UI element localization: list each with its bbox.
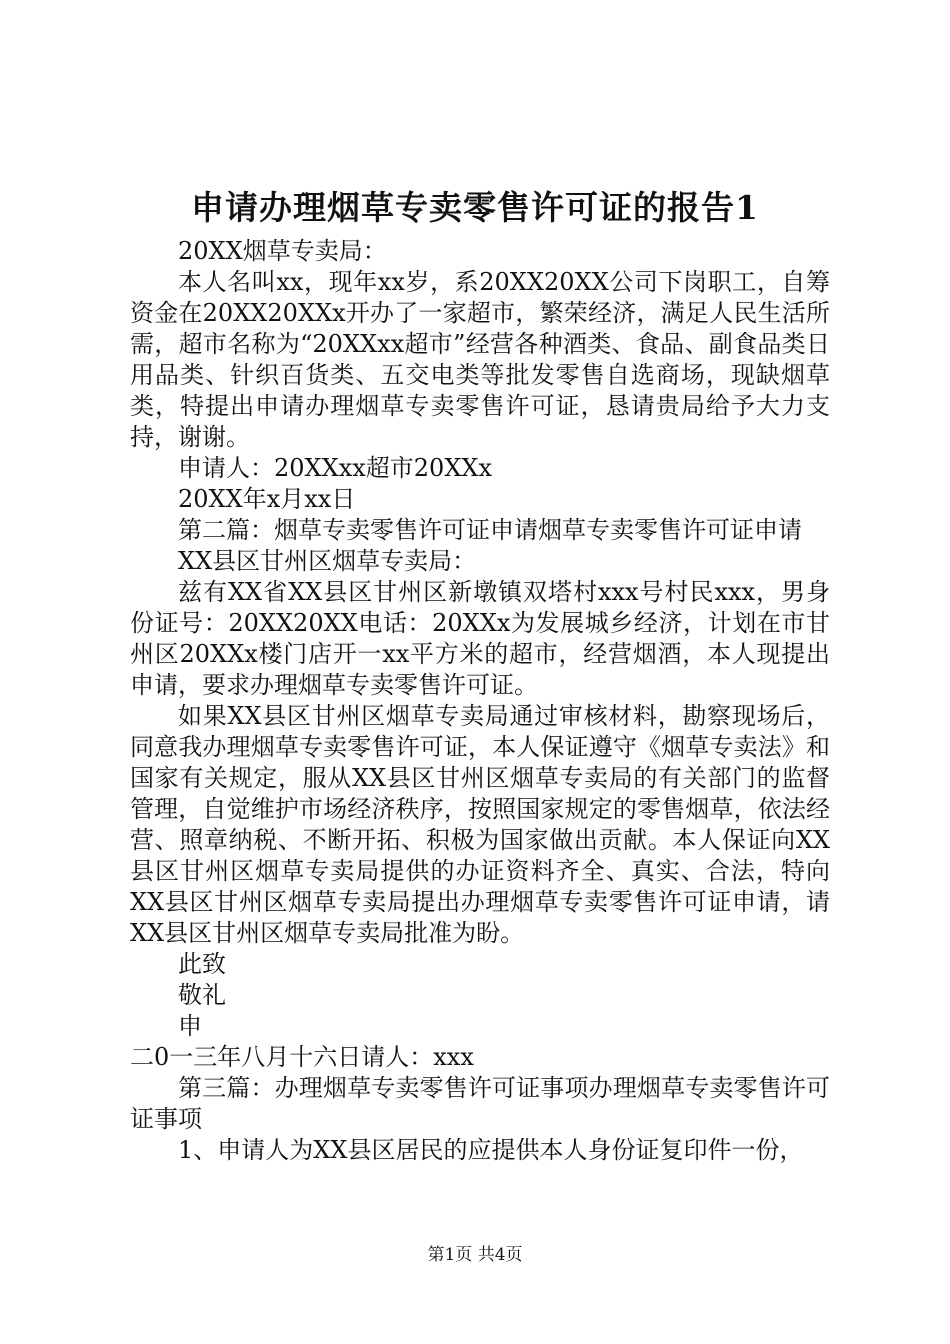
paragraph-salutation-1: 20XX烟草专卖局：	[178, 237, 387, 265]
paragraph-closing-3: 申	[178, 1012, 202, 1040]
paragraph-body-1: 本人名叫xx，现年xx岁，系20XX20XX公司下岗职工，自筹资金在20XX20XXx开办了一家超市，繁荣经济，满足人民生活所需，超市名称为“20XXxx超市”经营各种酒类、食品、副食品类日用品类、针织百货类、五交电类等批发零售自选商场，现缺烟草类，特提出申请办理烟草专卖零售许可证，恳请贵局给予大力支持，谢谢。	[130, 268, 830, 451]
paragraph-section-2-heading: 第二篇：烟草专卖零售许可证申请烟草专卖零售许可证申请	[178, 516, 802, 544]
paragraph-section-3-heading: 第三篇：办理烟草专卖零售许可证事项办理烟草专卖零售许可证事项	[130, 1074, 830, 1133]
paragraph-body-3: 如果XX县区甘州区烟草专卖局通过审核材料，勘察现场后，同意我办理烟草专卖零售许可证，本人保证遵守《烟草专卖法》和国家有关规定，服从XX县区甘州区烟草专卖局的有关部门的监督管理，自觉维护市场经济秩序，按照国家规定的零售烟草，依法经营、照章纳税、不断开拓、积极为国家做出贡献。本人保证向XX县区甘州区烟草专卖局提供的办证资料齐全、真实、合法，特向XX县区甘州区烟草专卖局提出办理烟草专卖零售许可证申请，请XX县区甘州区烟草专卖局批准为盼。	[130, 702, 830, 947]
paragraph-closing-1: 此致	[178, 950, 226, 978]
paragraph-closing-2: 敬礼	[178, 981, 226, 1009]
document-body	[130, 236, 830, 1166]
paragraph-salutation-2: XX县区甘州区烟草专卖局：	[178, 547, 477, 575]
paragraph-date-2: 二0一三年八月十六日请人：xxx	[130, 1043, 474, 1071]
paragraph-item-1: 1、申请人为XX县区居民的应提供本人身份证复印件一份，	[178, 1136, 804, 1164]
paragraph-body-2: 兹有XX省XX县区甘州区新墩镇双塔村xxx号村民xxx，男身份证号：20XX20XX电话：20XXx为发展城乡经济，计划在市甘州区20XXx楼门店开一xx平方米的超市，经营烟酒，本人现提出申请，要求办理烟草专卖零售许可证。	[130, 578, 830, 699]
paragraph-applicant: 申请人：20XXxx超市20XXx	[178, 454, 493, 482]
paragraph-date-1: 20XX年x月xx日	[178, 485, 356, 513]
page-footer: 第1页 共4页	[427, 1245, 523, 1265]
document-title: 申请办理烟草专卖零售许可证的报告1	[191, 188, 759, 227]
